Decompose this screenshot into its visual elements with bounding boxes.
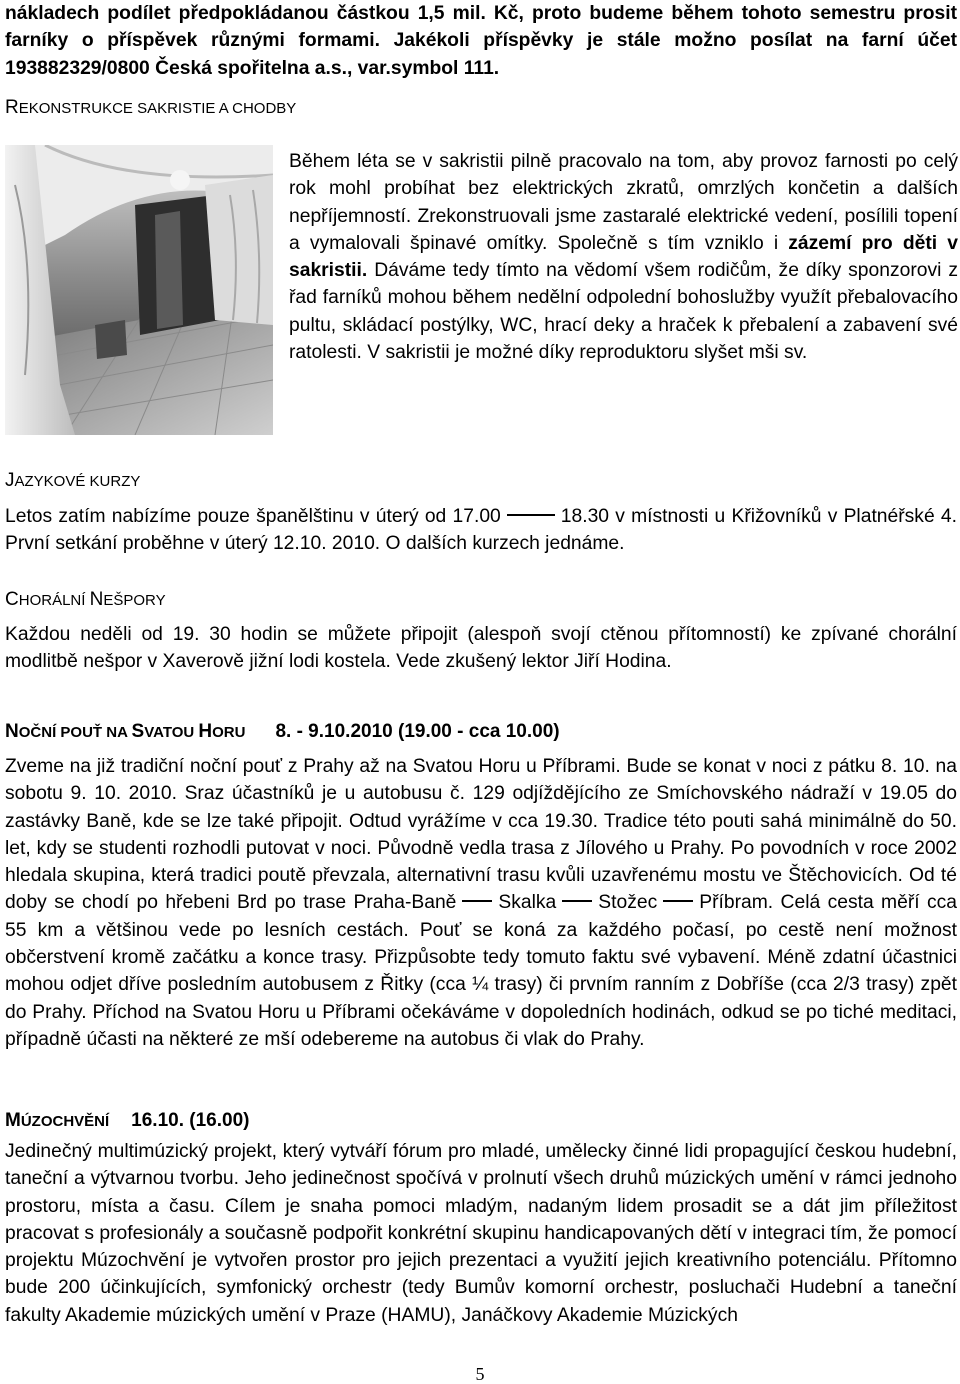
highlight-zazemi: zázemí pro děti v sakristii. — [289, 232, 958, 282]
dash-separator — [562, 900, 592, 902]
sacristy-photo — [5, 145, 273, 435]
kurzy-text: Letos zatím nabízíme pouze španělštinu v úterý od 17.00 18.30 v místnosti u Křižovníků v Platnéřské 4. První setkání proběhne v úterý 12.10. 2010. O dalších kurzech jednáme. — [5, 506, 957, 555]
heading-pout: NOČNÍ POUŤ NA SVATOU HORU 8. - 9.10.2010 (19.00 - cca 10.00) — [5, 721, 560, 742]
heading-nespory: CHORÁLNÍ NEŠPORY — [5, 589, 166, 610]
heading-sakristie: REKONSTRUKCE SAKRISTIE A CHODBY — [5, 97, 297, 118]
nespory-text: Každou neděli od 19. 30 hodin se můžete připojit (alespoň svojí ctěnou přítomností) ke zpívané chorální modlitbě nešpor v Xaverově jižní lodi kostela. Vede zkušený lektor Jiří Hodina. — [5, 624, 957, 673]
pout-text: Zveme na již tradiční noční pouť z Prahy až na Svatou Horu u Příbrami. Bude se konat v noci z pátku 8. 10. na sobotu 9. 10. 2010. Sraz účastníků je u autobusu č. 129 odjíždějícího ze Smíchovského nádraží v 19.05 do zastávky Baně, kde se lze také připojit. Odtud vyrážíme v cca 19.30. Tradice této pouti sahá minimálně do 50. let, kdy se studenti rozhodli putovat v noci. Původně vedla trasa z Jílového u Prahy. Po povodních v roce 2002 hledala skupina, která tradici poutě převzala, alternativní trasu kvůli uzavřenému mostu ve Štěchovicích. Od té doby se chodí po hřebeni Brd po trase Praha-Baně Skalka Stožec Příbram. Celá cesta měří cca 55 km a většinou vede po lesních cestách. Pouť se koná za každého počasí, po cestě není možnost občerstvení kromě začátku a konce trasy. Přizpůsobte tedy tomuto faktu své vybavení. Méně zdatní účastnici mohou odjet dříve posledním autobusem z Řitky (cca ¼ trasy) či prvním ranním z Dobříše (cca 2/3 trasy) zpět do Prahy. Příchod na Svatou Horu u Příbrami očekáváme v dopoledních hodinách, odkud se po tiché meditaci, případně účasti na některé ze mší odebereme na autobus či vlak do Prahy. — [5, 756, 957, 1050]
sakristie-text: Během léta se v sakristii pilně pracovalo na tom, aby provoz farnosti po celý rok mohl probíhat bez elektrických zkratů, omrzlých končetin a dalších nepříjemností. Zrekonstruovali jsme zastaralé elektrické vedení, posílili topení a vymalovali špinavé omítky. Společně s tím vzniklo i zázemí pro děti v sakristii. Dáváme tedy tímto na vědomí všem rodičům, že díky sponzorovi z řad farníků mohou během nedělní odpolední bohoslužby využít přebalovacího pultu, skládací postýlky, WC, hrací deky a hraček k přebalení a zabavení své ratolesti. V sakristii je možné díky reproduktoru slyšet mši sv. — [289, 151, 958, 364]
muzo-date: 16.10. (16.00) — [131, 1110, 250, 1131]
intro-paragraph: nákladech podílet předpokládanou částkou 1,5 mil. Kč, proto budeme během tohoto semestru prosit farníky o příspěvek různými formami. Jakékoli příspěvky je stále možno posílat na farní účet 193882329/0800 Česká spořitelna a.s., var.symbol 111. — [5, 3, 957, 79]
page-number: 5 — [475, 1364, 485, 1384]
muzo-text: Jedinečný multimúzický projekt, který vytváří fórum pro mladé, umělecky činné lidi propagující českou hudební, taneční a výtvarnou tvorbu. Jeho jedinečnost spočívá v prolnutí všech druhů múzických umění v rámci jednoho prostoru, místa a času. Cílem je snaha pomoci mladým, nadaným lidem prosadit se a dát jim příležitost pracovat s profesionály a současně podpořit konkrétní skupinu handicapovaných dětí v integraci tím, že pomocí projektu Múzochvění je vytvořen prostor pro jejich prezentaci a využití jejich kreativního potenciálu. Přítomno bude 200 účinkujících, symfonický orchestr (tedy Bumův komorní orchestr, posluchači Hudební a taneční fakulty Akademie múzických umění v Praze (HAMU), Janáčkovy Akademie Múzických — [5, 1141, 957, 1326]
pout-date: 8. - 9.10.2010 (19.00 - cca 10.00) — [275, 721, 560, 742]
heading-kurzy: JAZYKOVÉ KURZY — [5, 470, 141, 491]
heading-muzochveni: MÚZOCHVĚNÍ 16.10. (16.00) — [5, 1110, 250, 1131]
dash-separator — [663, 900, 693, 902]
dash-separator — [507, 514, 555, 516]
dash-separator — [462, 900, 492, 902]
